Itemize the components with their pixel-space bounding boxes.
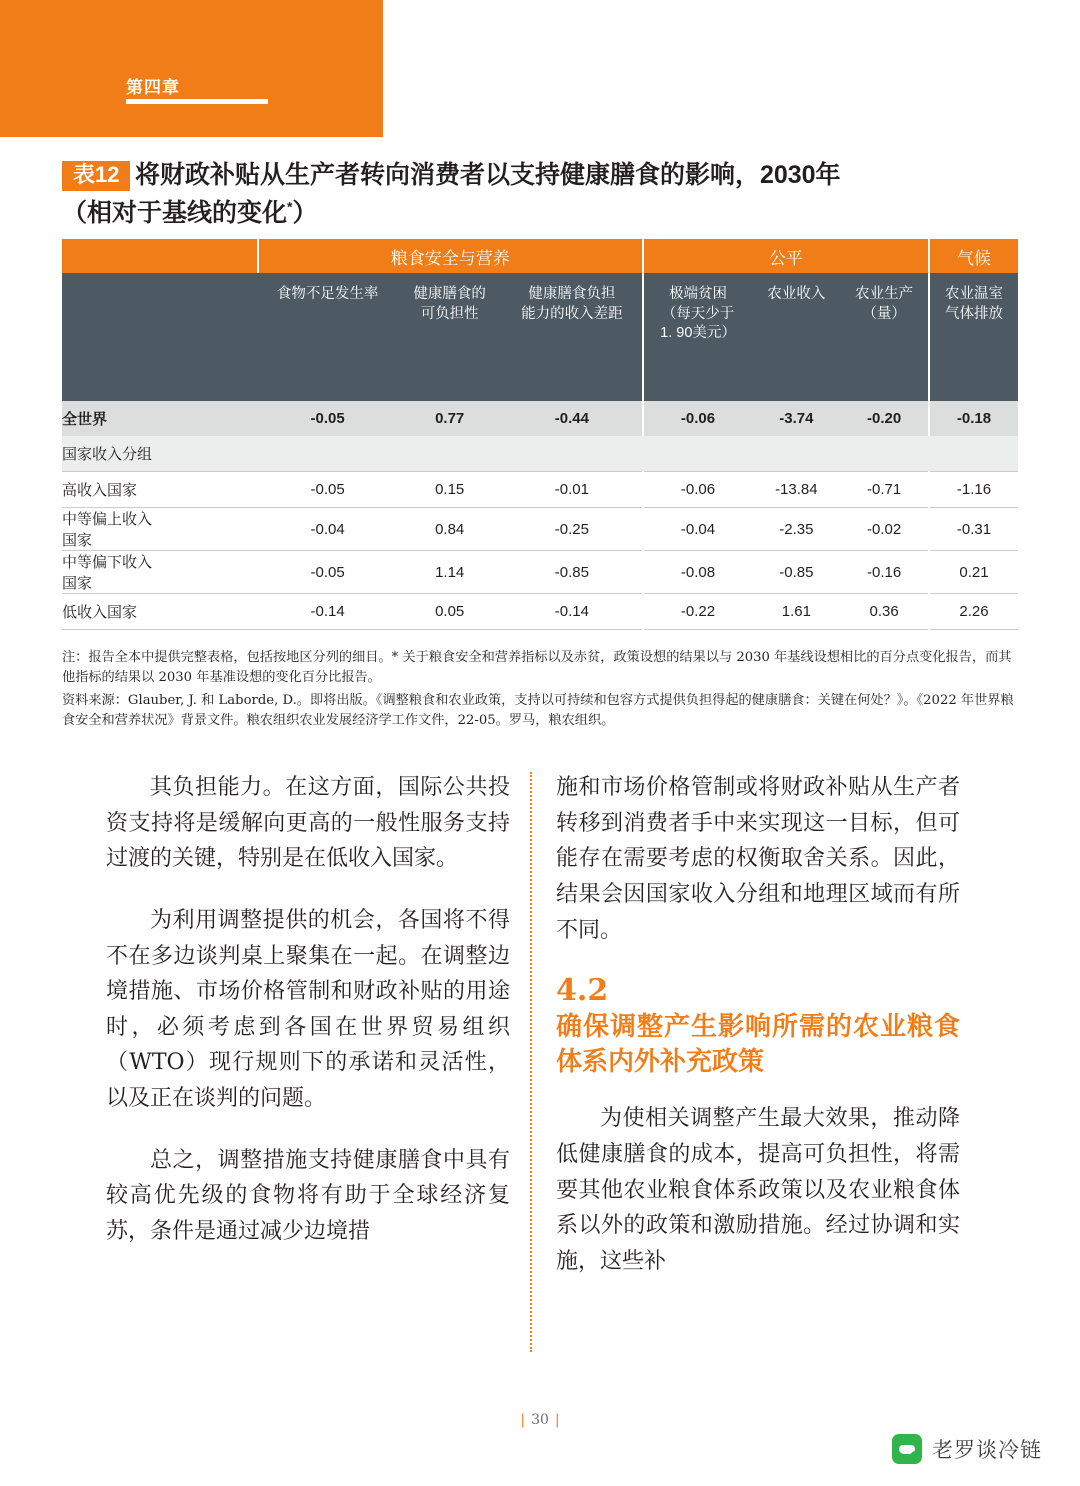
sub-header-agri-income: 农业收入 xyxy=(752,273,840,401)
watermark-text: 老罗谈冷链 xyxy=(932,1439,1042,1462)
table-cell: -0.85 xyxy=(502,551,642,594)
footer-rule-left: | xyxy=(520,1412,526,1428)
chapter-banner xyxy=(0,0,383,137)
chapter-label: 第四章 xyxy=(126,78,180,97)
table-cell: -0.31 xyxy=(929,508,1018,551)
table-cell: -0.05 xyxy=(258,401,397,436)
table-title-line2 xyxy=(62,197,1022,231)
sub-header-agri-production: 农业生产 （量） xyxy=(840,273,929,401)
table-cell: -0.04 xyxy=(258,508,397,551)
table-note: 注：报告全本中提供完整表格，包括按地区分列的细目。* 关于粮食安全和营养指标以及赤贫，政策设想的结果以与 2030 年基线设想相比的百分点变化报告，而其他指标的结果以 2030 年基准设想的变化百分比报告。 xyxy=(62,650,1012,686)
table-cell: -0.04 xyxy=(643,508,753,551)
table-cell: -0.18 xyxy=(929,401,1018,436)
table-title-line2-pre: （相对于基线的变化 xyxy=(62,199,288,227)
paragraph: 其负担能力。在这方面，国际公共投资支持将是缓解向更高的一般性服务支持过渡的关键，特别是在低收入国家。 xyxy=(106,775,510,872)
group-header-blank xyxy=(62,239,258,273)
table-title-line1: 将财政补贴从生产者转向消费者以支持健康膳食的影响，2030年 xyxy=(134,161,841,189)
table-cell: -3.74 xyxy=(752,401,840,436)
table-row xyxy=(62,551,1018,594)
table-cell: -0.22 xyxy=(643,594,753,630)
table-cell: -0.06 xyxy=(643,472,753,508)
table-source: 资料来源：Glauber, J. 和 Laborde, D.。即将出版。《调整粮食和农业政策，支持以可持续和包容方式提供负担得起的健康膳食：关键在何处？》。《2022 年世界粮食安全和营养状况》背景文件。粮农组织农业发展经济学工作文件，22-05。罗马，粮农组织。 xyxy=(62,692,1014,729)
row-label: 中等偏下收入 国家 xyxy=(62,551,258,594)
table-title-line2-post: ） xyxy=(292,199,318,227)
paragraph: 为使相关调整产生最大效果，推动降低健康膳食的成本，提高可负担性，将需要其他农业粮食体系政策以及农业粮食体系以外的政策和激励措施。经过协调和实施，这些补 xyxy=(556,1106,960,1274)
table-cell: 0.05 xyxy=(397,594,502,630)
table-cell: -0.06 xyxy=(643,401,753,436)
table-cell: -0.71 xyxy=(840,472,929,508)
table-body xyxy=(62,401,1018,630)
table-cell: -0.14 xyxy=(258,594,397,630)
table-row xyxy=(62,594,1018,630)
table-cell: -0.85 xyxy=(752,551,840,594)
table-cell: -0.02 xyxy=(840,508,929,551)
table-cell: -0.20 xyxy=(840,401,929,436)
row-label: 国家收入分组 xyxy=(62,436,258,472)
row-label: 中等偏上收入 国家 xyxy=(62,508,258,551)
table-cell: 0.77 xyxy=(397,401,502,436)
column-divider xyxy=(530,772,533,1352)
group-header-food-security: 粮食安全与营养 xyxy=(258,239,643,273)
row-label: 全世界 xyxy=(62,401,258,436)
table-cell: -0.05 xyxy=(258,551,397,594)
table-title xyxy=(62,158,1022,231)
watermark xyxy=(892,1434,1042,1464)
table-cell: 1.61 xyxy=(752,594,840,630)
table-cell: -0.25 xyxy=(502,508,642,551)
sub-header-blank xyxy=(62,273,258,401)
table-cell: -0.01 xyxy=(502,472,642,508)
table-row xyxy=(62,436,1018,472)
body-column-left xyxy=(106,770,510,1276)
table-cell: 0.84 xyxy=(397,508,502,551)
paragraph: 总之，调整措施支持健康膳食中具有较高优先级的食物将有助于全球经济复苏，条件是通过减少边境措 xyxy=(106,1147,510,1244)
table-cell: 0.21 xyxy=(929,551,1018,594)
table-row xyxy=(62,508,1018,551)
page-number: 30 xyxy=(531,1412,549,1428)
sub-header-undernourishment: 食物不足发生率 xyxy=(258,273,397,401)
sub-header-affordability: 健康膳食的 可负担性 xyxy=(397,273,502,401)
table-row xyxy=(62,472,1018,508)
table-group-header-row xyxy=(62,239,1018,273)
group-header-climate: 气候 xyxy=(929,239,1018,273)
table-cell: 2.26 xyxy=(929,594,1018,630)
paragraph: 为利用调整提供的机会，各国将不得不在多边谈判桌上聚集在一起。在调整边境措施、市场价格管制和财政补贴的用途时，必须考虑到各国在世界贸易组织（WTO）现行规则下的承诺和灵活性，以及正在谈判的问题。 xyxy=(106,907,510,1111)
body-column-right xyxy=(556,770,960,1305)
paragraph: 施和市场价格管制或将财政补贴从生产者转移到消费者手中来实现这一目标，但可能存在需要考虑的权衡取舍关系。因此，结果会因国家收入分组和地理区域而有所不同。 xyxy=(556,775,960,943)
table-cell: -0.05 xyxy=(258,472,397,508)
table-title-footnote-marker: * xyxy=(287,198,293,215)
table-cell: -1.16 xyxy=(929,472,1018,508)
sub-header-ghg-emissions: 农业温室 气体排放 xyxy=(929,273,1018,401)
table-row xyxy=(62,401,1018,436)
chapter-underline xyxy=(126,99,268,104)
sub-header-extreme-poverty: 极端贫困 （每天少于 1. 90美元） xyxy=(643,273,753,401)
row-label: 低收入国家 xyxy=(62,594,258,630)
section-heading: 确保调整产生影响所需的农业粮食体系内外补充政策 xyxy=(556,1011,960,1077)
table-cell: 0.15 xyxy=(397,472,502,508)
table-cell: 1.14 xyxy=(397,551,502,594)
section-number: 4.2 xyxy=(556,973,609,1009)
table-notes xyxy=(62,648,1018,734)
table-cell: -0.16 xyxy=(840,551,929,594)
page-footer xyxy=(0,1412,1080,1428)
table-cell: -2.35 xyxy=(752,508,840,551)
table-cell: -0.14 xyxy=(502,594,642,630)
impact-table xyxy=(62,239,1018,630)
footer-rule-right: | xyxy=(554,1412,560,1428)
group-header-equity: 公平 xyxy=(643,239,930,273)
table-sub-header-row xyxy=(62,273,1018,401)
table-cell: 0.36 xyxy=(840,594,929,630)
table-cell: -13.84 xyxy=(752,472,840,508)
row-label: 高收入国家 xyxy=(62,472,258,508)
sub-header-income-gap: 健康膳食负担 能力的收入差距 xyxy=(502,273,642,401)
row-spacer xyxy=(258,436,1018,472)
wechat-icon xyxy=(892,1434,922,1464)
table-cell: -0.44 xyxy=(502,401,642,436)
table-cell: -0.08 xyxy=(643,551,753,594)
table-number-badge: 表12 xyxy=(62,161,130,191)
